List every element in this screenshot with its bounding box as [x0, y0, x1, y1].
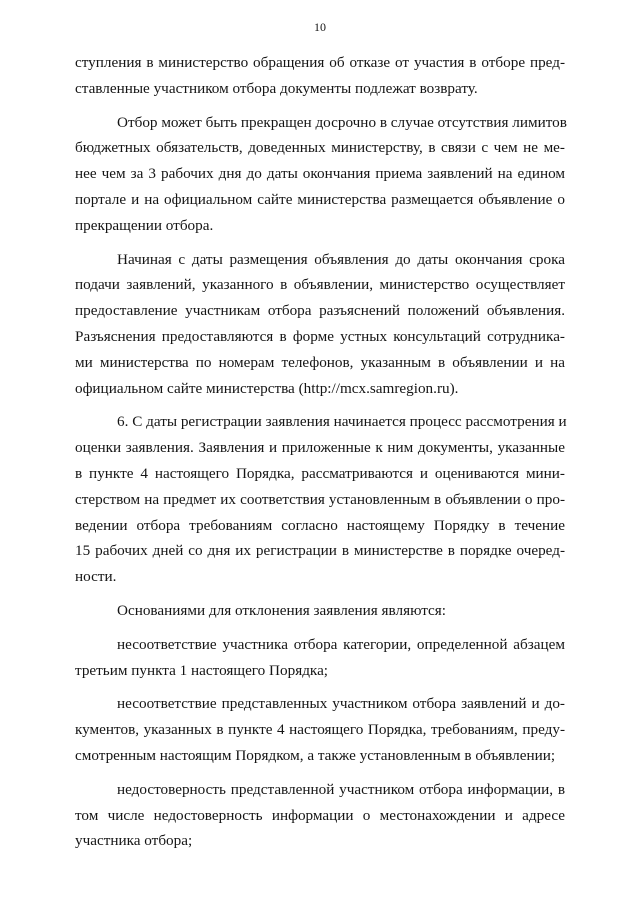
paragraph-gap: [75, 590, 565, 598]
text-line: смотренным настоящим Порядком, а также установленным в объявлении;: [75, 746, 556, 764]
paragraph-p8: [75, 777, 565, 854]
text-line: оценки заявления. Заявления и приложенные к ним документы, указанные: [75, 439, 565, 457]
text-line: кументов, указанных в пункте 4 настоящего Порядка, требованиям, преду-: [75, 721, 565, 739]
text-line: ности.: [75, 568, 117, 586]
paragraph-gap: [75, 401, 565, 409]
text-line: Разъяснения предоставляются в форме устных консультаций сотрудника-: [75, 327, 565, 345]
text-line: в пункте 4 настоящего Порядка, рассматриваются и оцениваются мини-: [75, 464, 565, 482]
text-line: Отбор может быть прекращен досрочно в случае отсутствия лимитов: [117, 113, 567, 131]
text-line: том числе недостоверность информации о местонахождении и адресе: [75, 806, 565, 824]
text-line: официальном сайте министерства (http://mcx.samregion.ru).: [75, 379, 459, 397]
text-line: третьим пункта 1 настоящего Порядка;: [75, 661, 329, 679]
paragraph-p1: [75, 50, 565, 102]
text-line: 15 рабочих дней со дня их регистрации в министерстве в порядке очеред-: [75, 542, 565, 560]
text-line: несоответствие участника отбора категории, определенной абзацем: [117, 635, 565, 653]
paragraph-gap: [75, 624, 565, 632]
text-line: ставленные участником отбора документы подлежат возврату.: [75, 79, 478, 97]
paragraph-gap: [75, 102, 565, 110]
text-line: портале и на официальном сайте министерства размещается объявление о: [75, 190, 565, 208]
text-line: прекращении отбора.: [75, 216, 214, 234]
text-line: ступления в министерство обращения об отказе от участия в отборе пред-: [75, 54, 565, 71]
paragraph-p5: [75, 598, 565, 624]
text-line: Основаниями для отклонения заявления являются:: [117, 601, 446, 619]
text-line: 6. С даты регистрации заявления начинается процесс рассмотрения и: [117, 413, 567, 431]
text-line: участника отбора;: [75, 832, 193, 850]
paragraph-p6: [75, 632, 565, 684]
document-body: [75, 50, 565, 854]
paragraph-gap: [75, 683, 565, 691]
text-line: ми министерства по номерам телефонов, указанным в объявлении и на: [75, 353, 565, 371]
paragraph-p7: [75, 691, 565, 768]
text-line: предоставление участникам отбора разъяснений положений объявления.: [75, 302, 565, 320]
text-line: недостоверность представленной участником отбора информации, в: [117, 780, 565, 798]
text-line: бюджетных обязательств, доведенных министерству, в связи с чем не ме-: [75, 139, 565, 157]
paragraph-p4: [75, 409, 565, 590]
text-line: стерством на предмет их соответствия установленным в объявлении о про-: [75, 490, 565, 508]
paragraph-gap: [75, 769, 565, 777]
paragraph-gap: [75, 239, 565, 247]
paragraph-p2: [75, 110, 565, 239]
text-line: ведении отбора требованиям согласно настоящему Порядку в течение: [75, 516, 565, 534]
text-line: подачи заявлений, указанного в объявлении, министерство осуществляет: [75, 276, 565, 294]
text-line: Начиная с даты размещения объявления до даты окончания срока: [117, 250, 565, 268]
text-line: нее чем за 3 рабочих дня до даты окончания приема заявлений на едином: [75, 165, 565, 183]
text-line: несоответствие представленных участником отбора заявлений и до-: [117, 695, 565, 713]
page-number: 10: [314, 20, 326, 34]
paragraph-p3: [75, 247, 565, 402]
